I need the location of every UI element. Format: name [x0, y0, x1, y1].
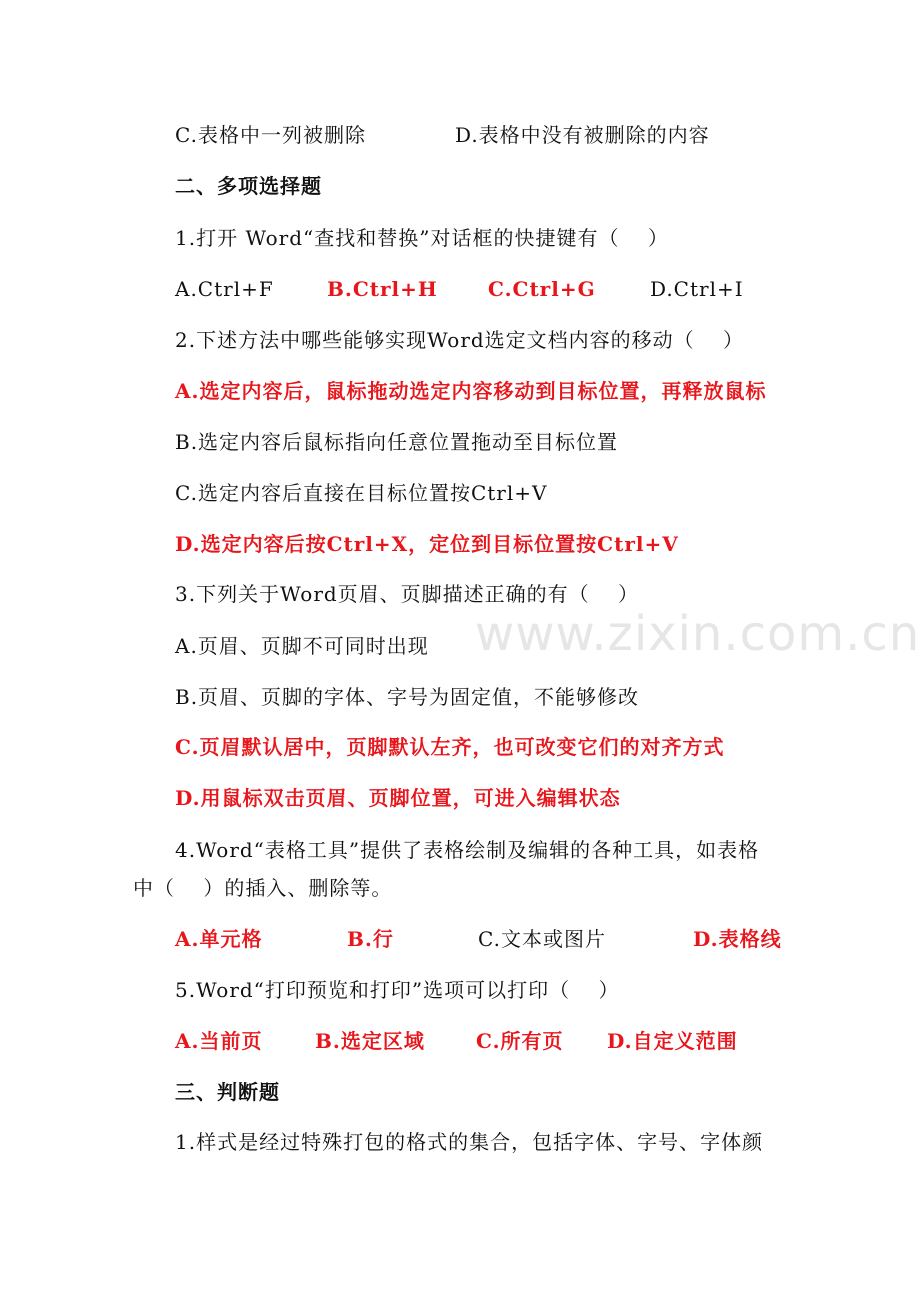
- question-4-option-d: D.表格线: [693, 927, 782, 951]
- question-4-option-b: B.行: [347, 927, 394, 951]
- q0-option-c: C.表格中一列被删除: [175, 123, 366, 147]
- question-3-option-a: A.页眉、页脚不可同时出现: [175, 634, 429, 658]
- question-1-stem: 1.打开 Word“查找和替换”对话框的快捷键有（ ）: [175, 226, 669, 250]
- question-5-stem: 5.Word“打印预览和打印”选项可以打印（ ）: [175, 978, 620, 1002]
- question-5-option-a: A.当前页: [175, 1029, 263, 1053]
- question-3-option-c: C.页眉默认居中，页脚默认左齐，也可改变它们的对齐方式: [175, 735, 725, 759]
- question-3-option-b: B.页眉、页脚的字体、字号为固定值，不能够修改: [175, 685, 640, 709]
- question-2-option-a: A.选定内容后，鼠标拖动选定内容移动到目标位置，再释放鼠标: [175, 379, 767, 403]
- question-1-option-a: A.Ctrl+F: [175, 277, 274, 301]
- question-1-option-b: B.Ctrl+H: [327, 277, 438, 301]
- question-1-option-d: D.Ctrl+I: [650, 277, 744, 301]
- question-2-option-b: B.选定内容后鼠标指向任意位置拖动至目标位置: [175, 430, 619, 454]
- question-1-option-c: C.Ctrl+G: [488, 277, 596, 301]
- question-2-option-c: C.选定内容后直接在目标位置按Ctrl+V: [175, 481, 548, 505]
- question-5-option-b: B.选定区域: [315, 1029, 425, 1053]
- question-5-option-d: D.自定义范围: [607, 1029, 738, 1053]
- question-4-option-a: A.单元格: [175, 927, 263, 951]
- question-3-stem: 3.下列关于Word页眉、页脚描述正确的有（ ）: [175, 582, 640, 606]
- question-4-stem-line2: 中（ ）的插入、删除等。: [133, 876, 393, 900]
- watermark: www.zixin.com.cn: [475, 606, 920, 662]
- question-3-option-d: D.用鼠标双击页眉、页脚位置，可进入编辑状态: [175, 786, 621, 810]
- q0-option-d: D.表格中没有被删除的内容: [455, 123, 710, 147]
- question-2-stem: 2.下述方法中哪些能够实现Word选定文档内容的移动（ ）: [175, 328, 745, 352]
- question-2-option-d: D.选定内容后按Ctrl+X，定位到目标位置按Ctrl+V: [175, 532, 679, 556]
- judgment-question-1-stem: 1.样式是经过特殊打包的格式的集合，包括字体、字号、字体颜: [175, 1130, 764, 1154]
- question-5-option-c: C.所有页: [476, 1029, 564, 1053]
- question-4-stem-line1: 4.Word“表格工具”提供了表格绘制及编辑的各种工具，如表格: [175, 838, 760, 862]
- section-title-multiple-choice: 二、多项选择题: [175, 174, 322, 198]
- question-4-option-c: C.文本或图片: [478, 927, 606, 951]
- section-title-true-false: 三、判断题: [175, 1080, 280, 1104]
